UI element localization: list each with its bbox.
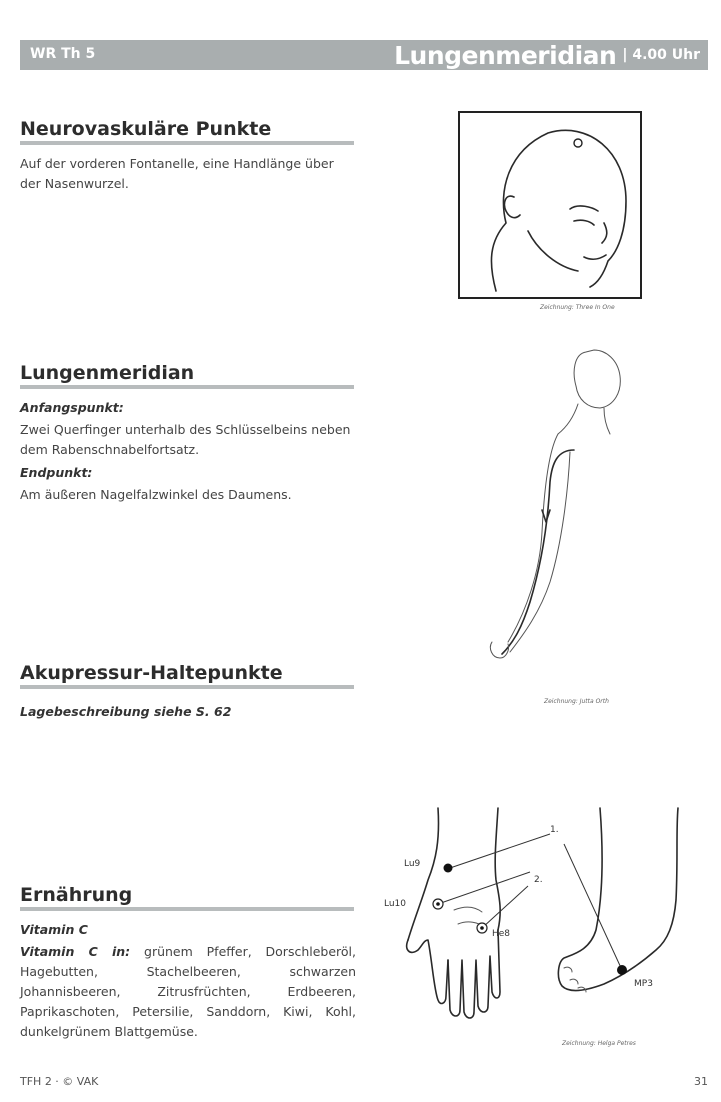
point-lu9 <box>444 864 453 873</box>
point-mp3 <box>617 965 627 975</box>
footer-copyright: TFH 2 · © VAK <box>20 1075 99 1088</box>
hand-fingers-outline <box>448 930 500 1018</box>
page-header-band <box>20 40 708 70</box>
point-lu10-core <box>436 902 440 906</box>
meridian-start-text: Zwei Querfinger unterhalb des Schlüsselbeins neben dem Rabenschnabelfortsatz. <box>20 422 351 457</box>
pointer-line-2b <box>482 886 528 928</box>
head-illustration <box>458 111 642 299</box>
point-he8-core <box>480 926 484 930</box>
header-title: Lungenmeridian <box>394 40 617 70</box>
nutrition-text <box>20 942 356 1042</box>
head-caption: Zeichnung: Three In One <box>540 304 615 311</box>
meridian-start-label: Anfangspunkt: <box>20 400 124 415</box>
label-lu10: Lu10 <box>384 899 407 909</box>
header-time: | 4.00 Uhr <box>622 47 700 63</box>
meridian-arrow <box>542 510 550 522</box>
nutrition-in-label: Vitamin C in: <box>20 944 131 959</box>
nutrition-vitamin: Vitamin C <box>20 922 88 937</box>
page-number: 31 <box>694 1075 708 1088</box>
label-he8: He8 <box>492 929 511 939</box>
header-right <box>394 40 700 70</box>
forearm-left-edge <box>408 808 439 940</box>
nutrition-heading: Ernährung <box>20 884 354 911</box>
pointer-line-2a <box>438 872 530 904</box>
meridian-path <box>502 450 574 654</box>
neurovascular-heading: Neurovaskuläre Punkte <box>20 118 354 145</box>
points-caption: Zeichnung: Helga Petres <box>562 1040 636 1047</box>
label-one: 1. <box>550 825 559 835</box>
meridian-end-text: Am äußeren Nagelfalzwinkel des Daumens. <box>20 487 292 502</box>
pointer-line-mp3 <box>564 844 622 970</box>
neurovascular-text: Auf der vorderen Fontanelle, eine Handlänge über der Nasenwurzel. <box>20 156 334 191</box>
acupressure-note: Lagebeschreibung siehe S. 62 <box>20 704 232 719</box>
label-lu9: Lu9 <box>404 859 421 869</box>
label-mp3: MP3 <box>634 979 653 989</box>
fontanelle-point <box>574 139 582 147</box>
arm-outer-line <box>508 434 558 642</box>
nutrition-in-text: grünem Pfeffer, Dorschleberöl, Hagebutten, Stachelbeeren, schwarzen Johannisbeeren, Zitrusfrüchten, Erdbeeren, Paprikaschoten, Petersilie, Sanddorn, Kiwi, Kohl, dunkelgrünem Blattgemüse. <box>20 944 357 1039</box>
hand-thumb-outline <box>407 940 448 1003</box>
acupressure-heading: Akupressur-Haltepunkte <box>20 662 354 689</box>
points-illustration <box>378 800 698 1040</box>
figure-head <box>574 350 620 408</box>
foot-outline <box>558 808 678 990</box>
label-two: 2. <box>534 875 543 885</box>
meridian-end-label: Endpunkt: <box>20 465 93 480</box>
head-frame <box>459 112 641 298</box>
figure-neck <box>558 404 610 434</box>
arm-illustration <box>478 342 648 664</box>
pointer-line-1 <box>450 834 550 868</box>
arm-caption: Zeichnung: Jutta Orth <box>544 698 609 705</box>
header-code: WR Th 5 <box>30 46 96 62</box>
meridian-heading: Lungenmeridian <box>20 362 354 389</box>
toes-outline <box>564 967 586 992</box>
